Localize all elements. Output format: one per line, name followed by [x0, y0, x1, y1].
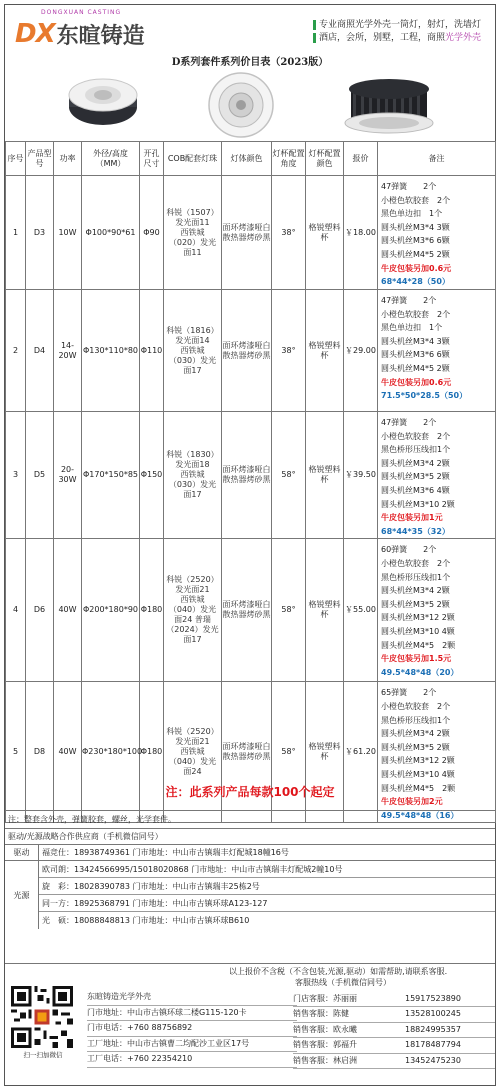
note-line: 小橙色软胶套 2个: [381, 195, 451, 205]
drive-line: 福竞仕：18938749361 门市地址：中山市古镇瑞丰灯配城18幢16号: [42, 848, 289, 857]
dimensions: Φ200*180*90: [82, 539, 140, 682]
cob-chip-line: 面17: [183, 635, 202, 645]
product-model: D6: [26, 539, 54, 682]
note-line: 圆头机丝M3*6 6颗: [381, 236, 450, 246]
cob-chip-line: 面24 普瑞: [174, 615, 211, 625]
partners-title: 驱动/光源战略合作供应商（手机微信同号）: [5, 828, 495, 844]
cutout-size: Φ110: [140, 290, 164, 412]
body-color-line: 散热器烤砂黑: [222, 752, 271, 762]
body-color: [222, 290, 272, 412]
wechat-qr-code-icon: [11, 986, 73, 1048]
staff-contact: [293, 1054, 495, 1070]
product-image-d5: [341, 69, 437, 135]
table-header-row: [6, 142, 496, 176]
row-number: 1: [6, 176, 26, 290]
col-header: 灯杯配置角度: [272, 142, 306, 176]
header: [5, 5, 495, 51]
light-label: 光源: [5, 861, 39, 929]
note-line: 圆头机丝M3*10 4颗: [381, 626, 455, 636]
note-line: 圆头机丝M3*5 2颗: [381, 472, 450, 482]
drive-label: 驱动: [5, 845, 39, 860]
body-color-line: 面环烤漆哑白: [222, 340, 271, 350]
table-row: [6, 176, 496, 290]
notes: [378, 539, 496, 682]
reflector-color: 格锐塑料杯: [306, 412, 344, 539]
product-model: D3: [26, 176, 54, 290]
note-line: 圆头机丝M3*4 2颗: [381, 458, 450, 468]
table-row: [6, 290, 496, 412]
cob-chip-line: 科锐（1816）: [166, 325, 219, 335]
note-line: 黑色桥形压线扣1个: [381, 715, 451, 725]
cutout-size: Φ90: [140, 176, 164, 290]
staff-contact: [293, 1007, 495, 1023]
price: ￥29.00: [344, 290, 378, 412]
cob-chip-line: 发光面11: [175, 217, 210, 227]
col-header: 备注: [378, 142, 496, 176]
row-number: 4: [6, 539, 26, 682]
power: 20-30W: [54, 412, 82, 539]
body-color: [222, 176, 272, 290]
note-line: 圆头机丝M4*5 2颗: [381, 249, 450, 259]
carton-size: 68*44*35（32）: [381, 526, 450, 536]
package-note: 注：整套含外壳，弹簧胶套，螺丝，光学套件。: [8, 815, 176, 824]
col-header: 报价: [344, 142, 378, 176]
light-supplier-line: 旋 彩：18028390783 门市地址：中山市古镇瑞丰25栋2号: [39, 878, 495, 895]
beam-angle: 58°: [272, 682, 306, 823]
cob-chip-line: （020）发光: [168, 237, 217, 247]
staff-role: 销售客服：欧永曦: [293, 1024, 357, 1034]
body-color-line: 散热器烤砂黑: [222, 475, 271, 485]
power: 14-20W: [54, 290, 82, 412]
staff-role: 门店客服：苏丽丽: [293, 993, 357, 1003]
note-line: 47弹簧 2个: [381, 296, 437, 305]
factory-phone: 工厂电话：+760 22354210: [87, 1052, 297, 1068]
note-line: 小橙色软胶套 2个: [381, 309, 451, 319]
body-color-line: 散热器烤砂黑: [222, 350, 271, 360]
slogan: [313, 19, 495, 45]
cob-chip: [164, 176, 222, 290]
slogan-highlight: 光学外壳: [445, 33, 482, 43]
product-image-d3: [67, 77, 139, 129]
cob-chip-line: 西铁城: [180, 470, 205, 480]
body-color: [222, 539, 272, 682]
cutout-size: Φ180: [140, 682, 164, 823]
beam-angle: 38°: [272, 290, 306, 412]
staff-role: 销售客服：林启洲: [293, 1055, 357, 1065]
company-info: [87, 990, 297, 1068]
cob-chip-line: 西铁城: [180, 747, 205, 757]
note-line: 圆头机丝M3*4 3颗: [381, 222, 450, 232]
dimensions: Φ230*180*100: [82, 682, 140, 823]
cob-chip-line: 西铁城: [180, 345, 205, 355]
body-color: [222, 412, 272, 539]
dimensions: Φ130*110*80: [82, 290, 140, 412]
cob-chip-line: 发光面14: [175, 335, 210, 345]
minimum-order-note: 注：此系列产品每款100个起定: [5, 773, 495, 811]
col-header: 产品型号: [26, 142, 54, 176]
note-line: 圆头机丝M3*5 2颗: [381, 599, 450, 609]
notes: [378, 176, 496, 290]
product-photos: [5, 67, 495, 141]
cob-chip-line: 发光面21: [175, 737, 210, 747]
price: ￥61.20: [344, 682, 378, 823]
body-color-line: 散热器烤砂黑: [222, 610, 271, 620]
staff-phone: 15917523890: [405, 993, 461, 1003]
shop-address: 门市地址：中山市古镇环球二楼G115-120卡: [87, 1006, 297, 1022]
logo-dx: DX: [15, 19, 55, 49]
col-header: 灯体颜色: [222, 142, 272, 176]
light-suppliers: [5, 860, 495, 929]
note-line: 圆头机丝M3*4 2颗: [381, 729, 450, 739]
beam-angle: 58°: [272, 539, 306, 682]
staff-contact: [293, 992, 495, 1008]
cob-chip-line: 面24: [183, 767, 202, 777]
note-line: 小橙色软胶套 2个: [381, 701, 451, 711]
slogan-bar-icon: [313, 33, 316, 43]
power: 40W: [54, 539, 82, 682]
company-name: 东暄铸造光学外壳: [87, 990, 297, 1006]
note-line: 小橙色软胶套 2个: [381, 431, 451, 441]
notes: [378, 290, 496, 412]
power: 10W: [54, 176, 82, 290]
note-line: 47弹簧 2个: [381, 182, 437, 191]
packaging-surcharge: 牛皮包装另加2元: [381, 797, 443, 807]
staff-contacts: [293, 976, 495, 1069]
reflector-color: 格锐塑料杯: [306, 682, 344, 823]
slogan-line-2: 酒店，会所，别墅，工程，商照: [319, 33, 446, 43]
note-line: 黑色桥形压线扣1个: [381, 572, 451, 582]
staff-phone: 18178487794: [405, 1040, 461, 1049]
packaging-surcharge: 牛皮包装另加0.6元: [381, 377, 452, 387]
staff-phone: 18824995357: [405, 1024, 461, 1034]
carton-size: 68*44*28（50）: [381, 277, 450, 287]
brand-logo: [15, 19, 145, 49]
carton-size: 71.5*50*28.5（50）: [381, 391, 468, 401]
staff-contact: [293, 1023, 495, 1039]
dimensions: Φ170*150*85: [82, 412, 140, 539]
cob-chip-line: （030）发光: [168, 480, 217, 490]
col-header: 外径/高度（MM）: [82, 142, 140, 176]
price-sheet: [4, 4, 496, 1086]
cob-chip-line: 科锐（1507）: [166, 207, 219, 217]
note-line: 65弹簧 2个: [381, 688, 437, 698]
note-line: 黑色桥形压线扣1个: [381, 445, 451, 455]
packaging-surcharge: 牛皮包装另加0.6元: [381, 263, 452, 273]
price-disclaimer: 以上报价不含税（不含包装,光源,驱动）如需帮助,请联系客服.: [229, 967, 448, 976]
product-image-d4: [201, 69, 281, 139]
body-color-line: 面环烤漆哑白: [222, 742, 271, 752]
product-model: D8: [26, 682, 54, 823]
light-supplier-line: 光 硕：18088848813 门市地址：中山市古镇环球B610: [42, 916, 250, 925]
col-header: 功率: [54, 142, 82, 176]
cob-chip-line: 西铁城: [180, 595, 205, 605]
factory-address: 工厂地址：中山市古镇曹二均配沙工业区17号: [87, 1037, 297, 1053]
cob-chip-line: 面17: [183, 490, 202, 500]
carton-size: 49.5*48*48（20）: [381, 667, 459, 677]
cob-chip-line: 发光面18: [175, 460, 210, 470]
note-line: 圆头机丝M3*6 6颗: [381, 350, 450, 360]
cob-chip-line: （2024）发光: [166, 625, 219, 635]
cob-chip-line: （030）发光: [168, 355, 217, 365]
beam-angle: 58°: [272, 412, 306, 539]
row-number: 5: [6, 682, 26, 823]
body-color-line: 面环烤漆哑白: [222, 600, 271, 610]
logo-chinese: 东暄铸造: [56, 23, 145, 49]
col-header: COB配套灯珠: [164, 142, 222, 176]
body-color-line: 面环烤漆哑白: [222, 465, 271, 475]
note-line: 黑色单边扣 1个: [381, 323, 443, 333]
col-header: 序号: [6, 142, 26, 176]
staff-role: 销售客服：郭福升: [293, 1040, 357, 1049]
slogan-bar-icon: [313, 20, 316, 30]
note-line: 圆头机丝M3*12 2颗: [381, 613, 455, 623]
contact-section: [5, 963, 495, 1087]
note-line: 黑色单边扣 1个: [381, 209, 443, 219]
logo-tagline: DONGXUAN CASTING: [41, 9, 122, 16]
staff-phone: 13528100245: [405, 1009, 461, 1018]
staff-role: 销售客服：陈健: [293, 1009, 349, 1018]
cob-chip: [164, 290, 222, 412]
note-line: 圆头机丝M3*4 3颗: [381, 336, 450, 346]
col-header: 开孔尺寸: [140, 142, 164, 176]
col-header: 灯杯配置颜色: [306, 142, 344, 176]
table-row: [6, 412, 496, 539]
cob-chip-line: 西铁城: [180, 227, 205, 237]
slogan-line-1: 专业商照光学外壳一筒灯，射灯，洗墙灯: [319, 20, 482, 30]
notes: [378, 412, 496, 539]
cob-chip-line: 科锐（1830）: [166, 450, 219, 460]
row-number: 2: [6, 290, 26, 412]
price-table: [5, 141, 496, 823]
hotline-title: 客服热线（手机微信同号）: [295, 978, 391, 987]
price: ￥55.00: [344, 539, 378, 682]
cob-chip-line: 面11: [183, 247, 202, 257]
price: ￥18.00: [344, 176, 378, 290]
note-line: 47弹簧 2个: [381, 418, 437, 427]
cutout-size: Φ180: [140, 539, 164, 682]
drive-supplier: [5, 844, 495, 860]
reflector-color: 格锐塑料杯: [306, 539, 344, 682]
cob-chip-line: 科锐（2520）: [166, 575, 219, 585]
cob-chip: [164, 539, 222, 682]
note-line: 圆头机丝M3*12 2颗: [381, 756, 455, 766]
note-line: 圆头机丝M3*10 2颗: [381, 499, 455, 509]
staff-contact: [293, 1038, 495, 1054]
cob-chip-line: 科锐（2520）: [166, 727, 219, 737]
product-model: D5: [26, 412, 54, 539]
shop-phone: 门市电话：+760 88756892: [87, 1021, 297, 1037]
note-line: 60弹簧 2个: [381, 545, 437, 555]
note-line: 圆头机丝M4*5 2颗: [381, 783, 456, 793]
dimensions: Φ100*90*61: [82, 176, 140, 290]
cob-chip-line: （040）发光: [168, 605, 217, 615]
cob-chip-line: 发光面21: [175, 585, 210, 595]
note-line: 圆头机丝M4*5 2颗: [381, 640, 456, 650]
page-title: D系列套件系列价目表（2023版）: [171, 57, 329, 68]
cob-chip-line: 面17: [183, 365, 202, 375]
body-color-line: 面环烤漆哑白: [222, 222, 271, 232]
light-supplier-line: 同一方：18925368791 门市地址：中山市古镇环球A123-127: [39, 895, 495, 912]
cutout-size: Φ150: [140, 412, 164, 539]
staff-phone: 13452475230: [405, 1055, 461, 1065]
reflector-color: 格锐塑料杯: [306, 176, 344, 290]
body-color-line: 散热器烤砂黑: [222, 232, 271, 242]
note-line: 圆头机丝M3*4 2颗: [381, 586, 450, 596]
packaging-surcharge: 牛皮包装另加1.5元: [381, 654, 452, 664]
note-line: 圆头机丝M3*10 4颗: [381, 769, 455, 779]
qr-caption: 扫一扫加微信: [23, 1051, 63, 1059]
product-model: D4: [26, 290, 54, 412]
note-line: 小橙色软胶套 2个: [381, 558, 451, 568]
packaging-surcharge: 牛皮包装另加1元: [381, 513, 443, 523]
price: ￥39.50: [344, 412, 378, 539]
note-line: 圆头机丝M4*5 2颗: [381, 363, 450, 373]
power: 40W: [54, 682, 82, 823]
table-row: [6, 539, 496, 682]
supplier-info: [5, 811, 495, 929]
carton-size: 49.5*48*48（16）: [381, 810, 459, 820]
beam-angle: 38°: [272, 176, 306, 290]
cob-chip-line: （040）发光: [168, 757, 217, 767]
row-number: 3: [6, 412, 26, 539]
reflector-color: 格锐塑料杯: [306, 290, 344, 412]
note-line: 圆头机丝M3*5 2颗: [381, 742, 450, 752]
note-line: 圆头机丝M3*6 4颗: [381, 485, 450, 495]
cob-chip: [164, 412, 222, 539]
light-supplier-line: 欧司朗：13424566995/15018020868 门市地址：中山市古镇瑞丰灯配城2幢10号: [39, 861, 495, 878]
